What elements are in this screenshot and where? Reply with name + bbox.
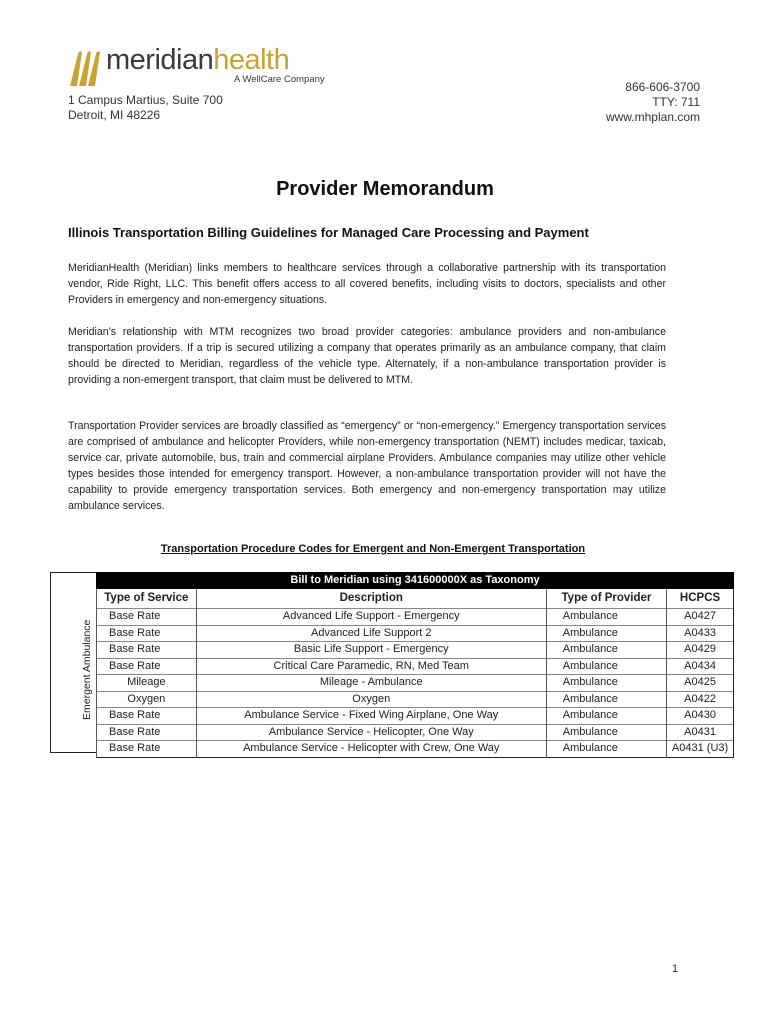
paragraph-3: Transportation Provider services are broadly classified as “emergency” or “non-emergency.” Emergency transportation services are comprised of ambulance and helicopter Providers, while non-emergency transportation (NEMT) includes medicar, taxicab, service car, private automobile, bus, train and commercial airplane Providers. Ambulance companies may utilize other vehicle types besides those intended for emergency transport. However, a non-ambulance transportation provider will not have the capability to provide emergency transportation services. Both emergency and non-emergency transportation may utilize ambulance services. bbox=[68, 420, 666, 512]
cell-service: Base Rate bbox=[97, 724, 197, 741]
address-line2: Detroit, MI 48226 bbox=[68, 108, 161, 122]
cell-hcpcs: A0433 bbox=[667, 625, 734, 642]
cell-description: Basic Life Support - Emergency bbox=[196, 642, 546, 659]
address-line1: 1 Campus Martius, Suite 700 bbox=[68, 93, 223, 107]
cell-service: Base Rate bbox=[97, 609, 197, 626]
cell-service: Mileage bbox=[97, 675, 197, 692]
cell-provider: Ambulance bbox=[546, 609, 666, 626]
cell-service: Base Rate bbox=[97, 708, 197, 725]
cell-hcpcs: A0434 bbox=[667, 658, 734, 675]
cell-hcpcs: A0431 bbox=[667, 724, 734, 741]
table-header-row bbox=[97, 589, 734, 609]
table-row bbox=[97, 625, 734, 642]
table-row bbox=[97, 642, 734, 659]
address-block bbox=[68, 93, 223, 123]
table-row bbox=[97, 724, 734, 741]
table-row bbox=[97, 658, 734, 675]
cell-provider: Ambulance bbox=[546, 675, 666, 692]
cell-description: Ambulance Service - Helicopter, One Way bbox=[196, 724, 546, 741]
paragraph-2: Meridian’s relationship with MTM recognizes two broad provider categories: ambulance providers and non-ambulance transportation providers. If a trip is secured utilizing a company that operates primarily as an ambulance company, that claim should be directed to Meridian, regardless of the vehicle type. Alternately, if a non-ambulance transportation provider is providing a non-emergent transport, that claim must be delivered to MTM. bbox=[68, 326, 666, 386]
col-header-type-of-provider: Type of Provider bbox=[546, 589, 666, 609]
page-title: Provider Memorandum bbox=[276, 178, 494, 200]
company-logo bbox=[66, 44, 325, 88]
table-row bbox=[97, 675, 734, 692]
cell-description: Ambulance Service - Fixed Wing Airplane, One Way bbox=[196, 708, 546, 725]
page-number: 1 bbox=[672, 963, 679, 975]
cell-provider: Ambulance bbox=[546, 741, 666, 758]
cell-hcpcs: A0429 bbox=[667, 642, 734, 659]
logo-tagline: A WellCare Company bbox=[234, 74, 325, 85]
cell-description: Critical Care Paramedic, RN, Med Team bbox=[196, 658, 546, 675]
cell-hcpcs: A0431 (U3) bbox=[667, 741, 734, 758]
website-link[interactable]: www.mhplan.com bbox=[605, 110, 700, 124]
col-header-type-of-service: Type of Service bbox=[97, 589, 197, 609]
table-row bbox=[97, 609, 734, 626]
table-row bbox=[97, 708, 734, 725]
cell-provider: Ambulance bbox=[546, 724, 666, 741]
cell-service: Base Rate bbox=[97, 642, 197, 659]
side-label: Emergent Ambulance bbox=[81, 619, 93, 720]
side-label-cell bbox=[50, 572, 96, 753]
col-header-hcpcs: HCPCS bbox=[667, 589, 734, 609]
table-caption: Transportation Procedure Codes for Emergent and Non-Emergent Transportation bbox=[160, 543, 586, 555]
cell-provider: Ambulance bbox=[546, 658, 666, 675]
cell-provider: Ambulance bbox=[546, 625, 666, 642]
logo-name-part1: meridian bbox=[106, 44, 214, 76]
table-banner: Bill to Meridian using 341600000X as Taxonomy bbox=[96, 572, 734, 589]
cell-provider: Ambulance bbox=[546, 691, 666, 708]
cell-service: Oxygen bbox=[97, 691, 197, 708]
cell-hcpcs: A0425 bbox=[667, 675, 734, 692]
cell-description: Mileage - Ambulance bbox=[196, 675, 546, 692]
cell-hcpcs: A0427 bbox=[667, 609, 734, 626]
tty-number: TTY: 711 bbox=[652, 95, 700, 109]
procedure-codes-table bbox=[50, 572, 734, 753]
cell-description: Advanced Life Support 2 bbox=[196, 625, 546, 642]
phone-number: 866-606-3700 bbox=[625, 80, 700, 94]
paragraph-1: MeridianHealth (Meridian) links members to healthcare services through a collaborative partnership with its transportation vendor, Ride Right, LLC. This benefit offers access to all covered benefits, including visits to doctors, specialists and other Providers in emergency and non-emergency situations. bbox=[68, 262, 666, 306]
contact-block bbox=[606, 80, 700, 125]
col-header-description: Description bbox=[196, 589, 546, 609]
logo-name-part2: health bbox=[213, 44, 290, 76]
cell-service: Base Rate bbox=[97, 741, 197, 758]
table-row bbox=[97, 691, 734, 708]
cell-hcpcs: A0430 bbox=[667, 708, 734, 725]
cell-provider: Ambulance bbox=[546, 642, 666, 659]
cell-description: Advanced Life Support - Emergency bbox=[196, 609, 546, 626]
cell-description: Ambulance Service - Helicopter with Crew, One Way bbox=[196, 741, 546, 758]
cell-description: Oxygen bbox=[196, 691, 546, 708]
cell-service: Base Rate bbox=[97, 658, 197, 675]
cell-service: Base Rate bbox=[97, 625, 197, 642]
meridian-logo-icon bbox=[66, 48, 104, 88]
cell-hcpcs: A0422 bbox=[667, 691, 734, 708]
cell-provider: Ambulance bbox=[546, 708, 666, 725]
table-grid bbox=[96, 589, 734, 758]
page-subtitle: Illinois Transportation Billing Guidelines for Managed Care Processing and Payment bbox=[68, 225, 589, 240]
table-row bbox=[97, 741, 734, 758]
